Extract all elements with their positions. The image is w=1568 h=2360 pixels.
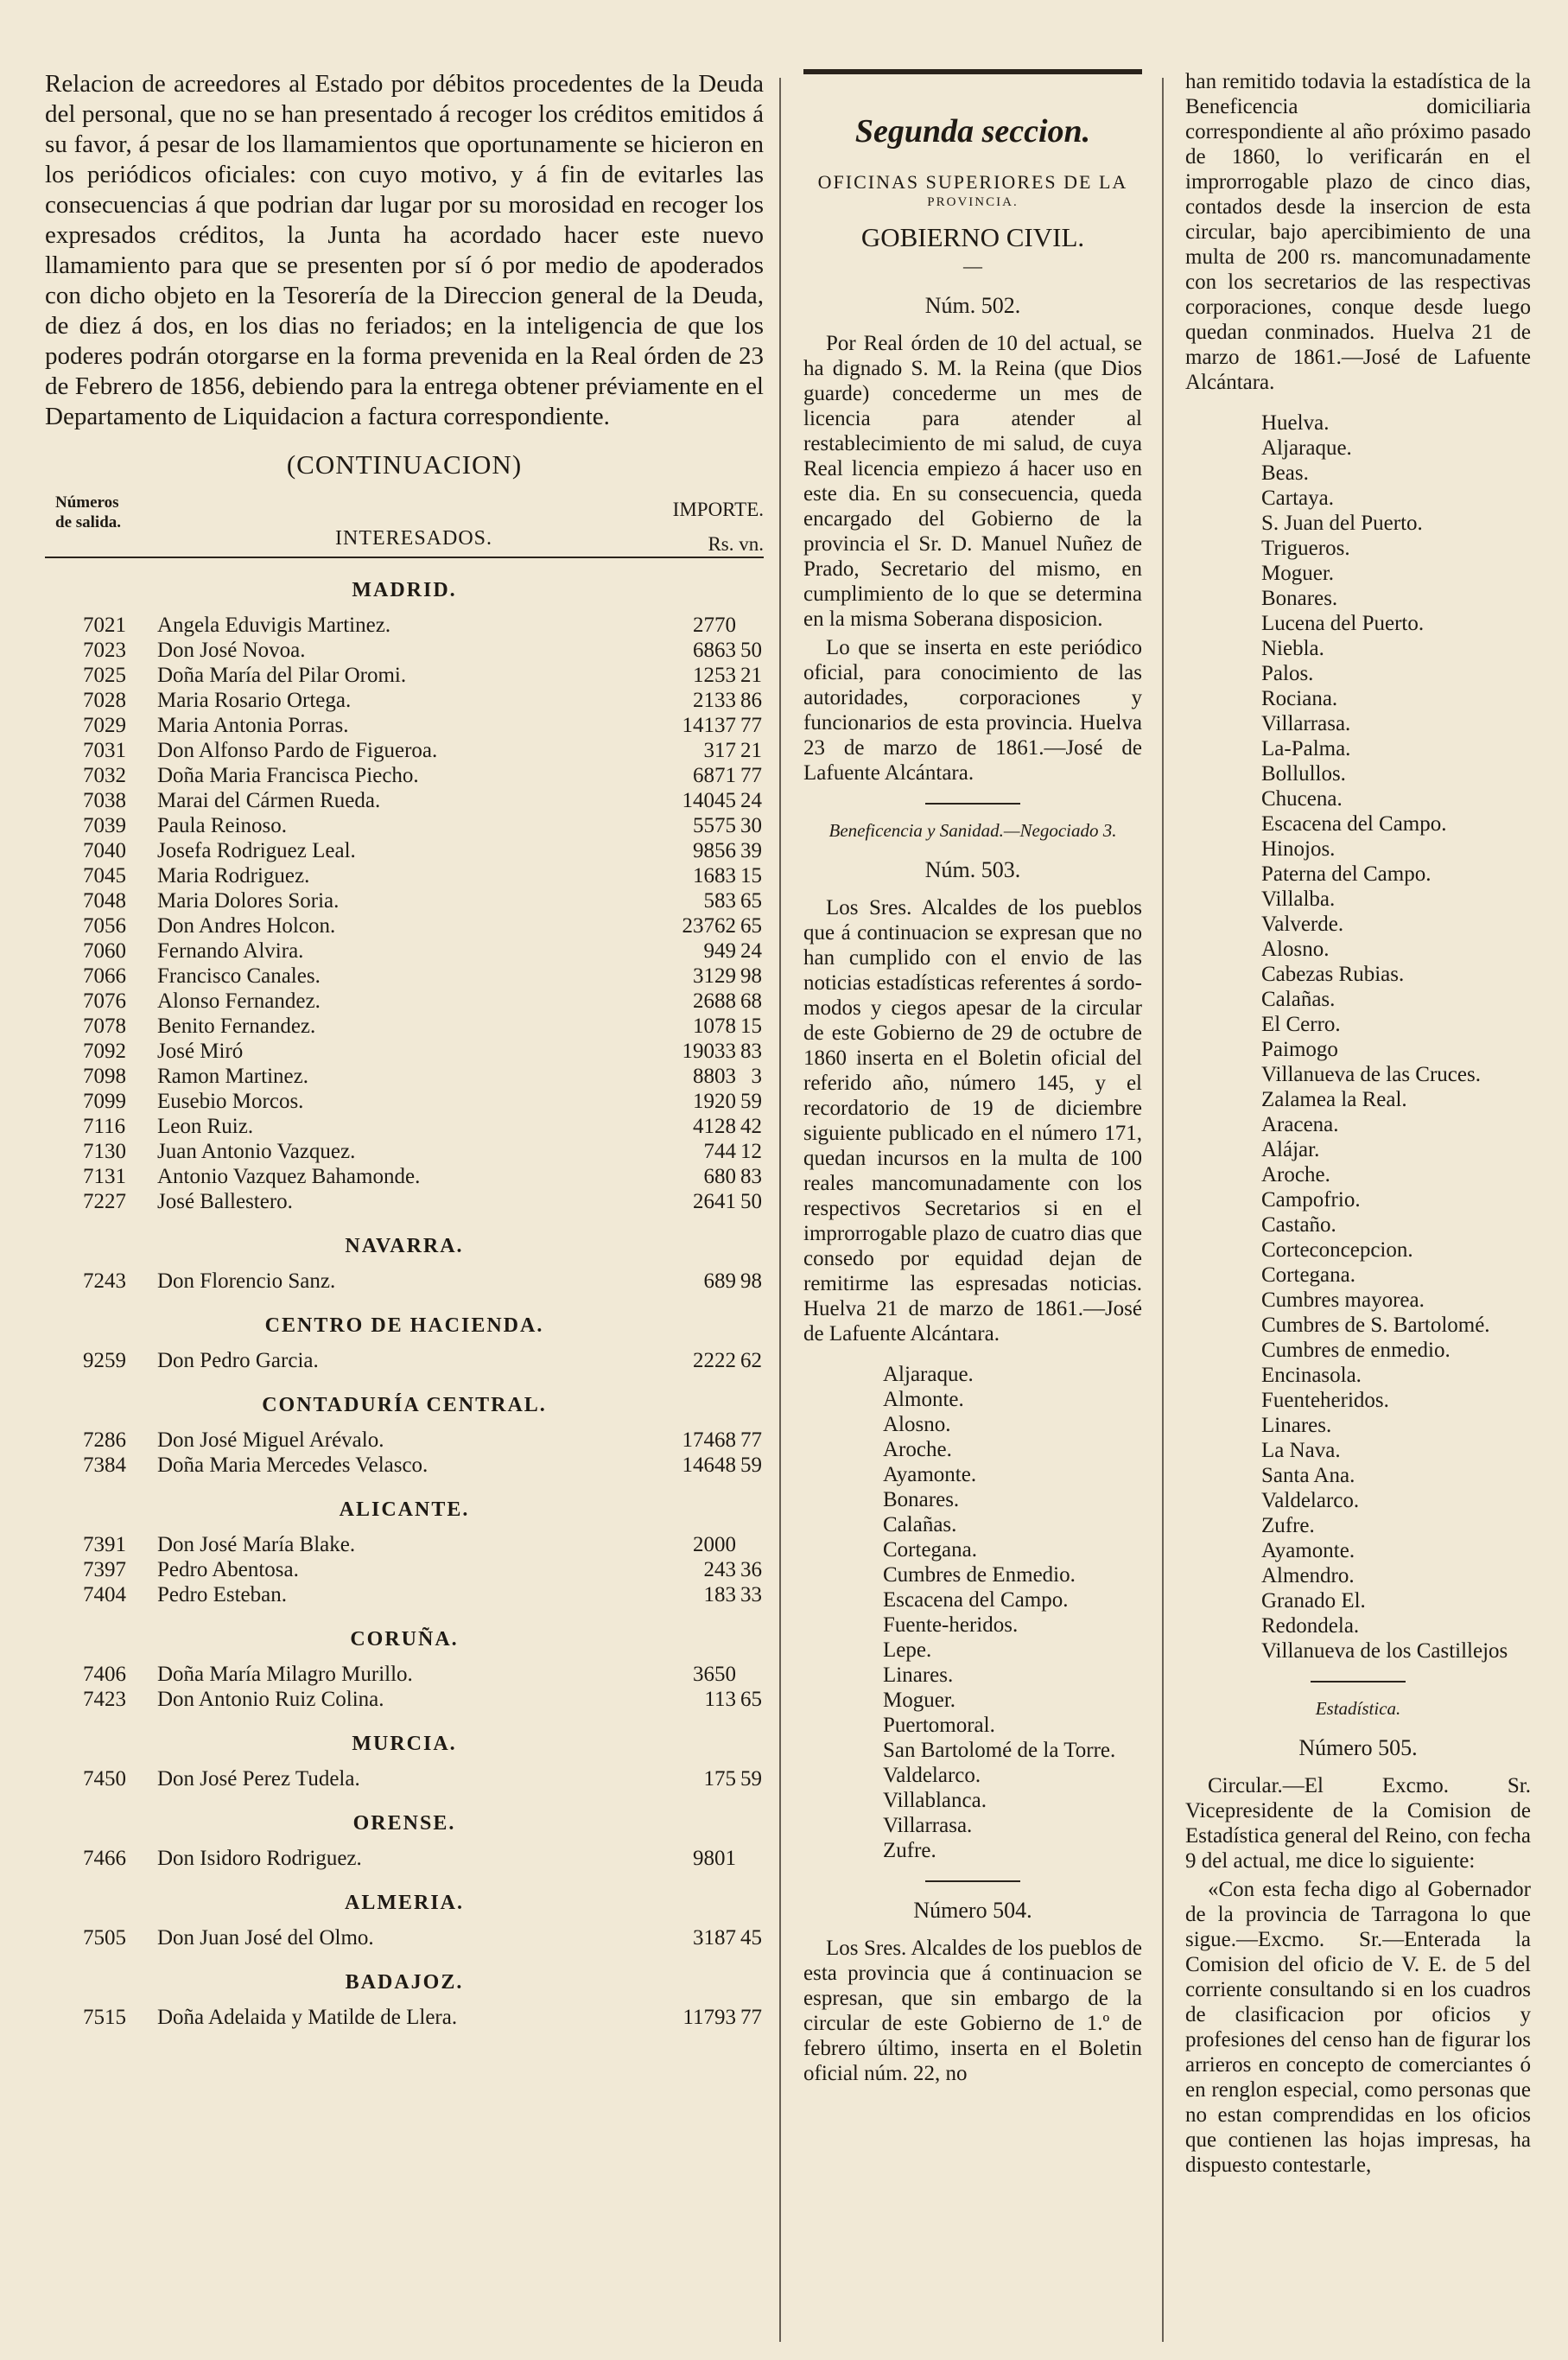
list-item: Aracena. (1261, 1113, 1339, 1136)
list-item: Villarrasa. (883, 1814, 973, 1837)
table-row (45, 863, 764, 888)
list-item: Cabezas Rubias. (1261, 963, 1405, 986)
list-item: Bonares. (883, 1488, 960, 1511)
amount-cents: 24 (740, 789, 762, 812)
amount-reales: 689 (703, 1269, 736, 1293)
notice-503-number: Núm. 503. (924, 857, 1021, 882)
creditor-name: Doña Maria Mercedes Velasco. (157, 1454, 429, 1477)
amount-reales: 744 (703, 1140, 736, 1163)
exit-number: 7397 (83, 1558, 126, 1581)
creditor-name: Juan Antonio Vazquez. (157, 1140, 356, 1163)
table-row (45, 1662, 764, 1687)
amount-cents: 50 (740, 1190, 762, 1213)
table-row (45, 688, 764, 713)
creditor-name: Don José María Blake. (157, 1533, 356, 1556)
table-row (45, 663, 764, 688)
amount-cents: 33 (740, 1583, 762, 1606)
creditor-name: José Ballestero. (157, 1190, 293, 1213)
table-row (45, 638, 764, 663)
amount-cents: 62 (740, 1349, 762, 1372)
exit-number: 7286 (83, 1428, 126, 1452)
exit-number: 7031 (83, 739, 126, 762)
creditor-name: Josefa Rodriguez Leal. (157, 839, 356, 862)
list-item: Valdelarco. (1261, 1489, 1360, 1512)
table-row (45, 1453, 764, 1478)
exit-number: 7029 (83, 714, 126, 737)
creditor-name: Don Antonio Ruiz Colina. (157, 1688, 384, 1711)
table-row (45, 1064, 764, 1089)
list-item: Aljaraque. (1261, 436, 1352, 460)
divider (1311, 1681, 1406, 1683)
exit-number: 7131 (83, 1165, 126, 1188)
amount-cents: 12 (740, 1140, 762, 1163)
exit-number: 7021 (83, 614, 126, 637)
region-heading: ALICANTE. (339, 1498, 470, 1521)
column-rule (779, 78, 781, 2342)
amount-reales: 680 (703, 1165, 736, 1188)
notice-505-text: Circular.—El Excmo. Sr. Vicepresidente de la Comision de Estadística general del Reino, con fecha 9 del actual, me dice lo siguiente: (1185, 1774, 1531, 1873)
province-heading: PROVINCIA. (927, 195, 1019, 209)
list-item: Lucena del Puerto. (1261, 612, 1425, 635)
third-column (1185, 69, 1531, 2181)
list-item: Almendro. (1261, 1564, 1355, 1587)
list-item: S. Juan del Puerto. (1261, 512, 1423, 535)
exit-number: 7078 (83, 1015, 126, 1038)
list-item: Valdelarco. (883, 1764, 981, 1787)
town-list (803, 1362, 1142, 1863)
amount-cents: 77 (740, 764, 762, 787)
list-item: Chucena. (1261, 787, 1343, 811)
amount-reales: 9801 (693, 1847, 736, 1870)
amount-cents: 68 (740, 989, 762, 1013)
exit-number: 7032 (83, 764, 126, 787)
notice-502-text: Por Real órden de 10 del actual, se ha dignado S. M. la Reina (que Dios guarde) concederme un mes de licencia para atender al restablecimiento de mi salud, de cuya Real licencia empiezo á hacer uso en este dia. En su consecuencia, queda encargado del Gobierno de la provincia el Sr. D. Manuel Nuñez de Prado, Secretario del mismo, en cumplimiento de lo que se determina en la misma Soberana disposicion. (803, 332, 1142, 631)
exit-number: 7025 (83, 664, 126, 687)
creditor-name: Maria Rodriguez. (157, 864, 310, 887)
creditor-name: Francisco Canales. (157, 964, 321, 988)
list-item: Zufre. (1261, 1514, 1315, 1537)
amount-reales: 183 (703, 1583, 736, 1606)
table-row (45, 964, 764, 989)
town-list (1185, 410, 1531, 1663)
list-item: Paimogo (1261, 1038, 1338, 1061)
creditor-name: Don Alfonso Pardo de Figueroa. (157, 739, 438, 762)
creditors-intro: Relacion de acreedores al Estado por débitos procedentes de la Deuda del personal, que no se han presentado á recoger los créditos emitidos á su favor, á pesar de los llamamientos que oportunamente se hicieron en los periódicos oficiales: con cuyo motivo, y á fin de evitarles las consecuencias á que podrian dar lugar por su morosidad en recoger los expresados créditos, la Junta ha acordado hacer este nuevo llamamiento para que se presenten por sí ó por medio de apoderados con dicho objeto en la Tesorería de la Direccion general de la Deuda, de diez á dos, en los dias no feriados; en la inteligencia de que los poderes podrán otorgarse en la forma prevenida en la Real órden de 23 de Febrero de 1856, debiendo para la entrega obtener préviamente en el Departamento de Liquidacion a factura correspondiente. (45, 70, 764, 430)
amount-reales: 11793 (682, 2006, 736, 2029)
exit-number: 7038 (83, 789, 126, 812)
list-item: Villablanca. (883, 1789, 987, 1812)
exit-number: 7130 (83, 1140, 126, 1163)
creditors-column (45, 69, 764, 2030)
amount-cents: 65 (740, 914, 762, 938)
list-item: Alosno. (883, 1413, 951, 1436)
amount-cents: 77 (740, 1428, 762, 1452)
amount-reales: 949 (703, 939, 736, 963)
offices-heading: OFICINAS SUPERIORES DE LA (817, 171, 1128, 193)
amount-cents: 50 (740, 639, 762, 662)
table-row (45, 1114, 764, 1139)
region-heading: CORUÑA. (350, 1628, 459, 1651)
region-heading: ALMERIA. (344, 1892, 464, 1914)
list-item: La Nava. (1261, 1439, 1341, 1462)
table-row (45, 2005, 764, 2030)
list-item: Almonte. (883, 1388, 964, 1411)
notice-505-number: Número 505. (1298, 1735, 1418, 1760)
notice-504-number: Número 504. (913, 1898, 1032, 1923)
amount-reales: 14648 (682, 1454, 736, 1477)
list-item: Campofrio. (1261, 1188, 1361, 1212)
list-item: Ayamonte. (1261, 1539, 1355, 1562)
region-heading: MADRID. (352, 579, 457, 601)
amount-cents: 30 (740, 814, 762, 837)
list-item: Alosno. (1261, 938, 1330, 961)
list-item: Cumbres de enmedio. (1261, 1339, 1451, 1362)
table-row (45, 713, 764, 738)
amount-reales: 14045 (682, 789, 736, 812)
creditor-name: Don José Novoa. (157, 639, 306, 662)
list-item: Huelva. (1261, 411, 1330, 435)
list-item: Escacena del Campo. (1261, 812, 1447, 836)
list-item: Hinojos. (1261, 837, 1336, 861)
exit-number: 7048 (83, 889, 126, 913)
list-item: Cortegana. (883, 1538, 977, 1562)
creditor-name: Don José Miguel Arévalo. (157, 1428, 384, 1452)
table-row (45, 1766, 764, 1791)
amount-reales: 19033 (682, 1040, 736, 1063)
creditor-name: Pedro Abentosa. (157, 1558, 299, 1581)
amount-cents: 65 (740, 889, 762, 913)
exit-number: 7404 (83, 1583, 126, 1606)
creditor-sections (45, 579, 764, 2030)
exit-number: 7023 (83, 639, 126, 662)
amount-reales: 243 (703, 1558, 736, 1581)
exit-number: 7040 (83, 839, 126, 862)
amount-cents: 98 (740, 1269, 762, 1293)
list-item: San Bartolomé de la Torre. (883, 1739, 1116, 1762)
list-item: Niebla. (1261, 637, 1324, 660)
interested-header: INTERESADOS. (335, 527, 493, 550)
list-item: Moguer. (883, 1689, 956, 1712)
list-item: Redondela. (1261, 1614, 1360, 1638)
notice-504-continued: han remitido todavia la estadística de la Beneficencia domiciliaria correspondiente al año próximo pasado de 1860, lo verificarán en el improrrogable plazo de cinco dias, contados desde la insercion de esta circular, bajo apercibimiento de una multa de 200 rs. mancomunadamente con los secretarios de las respectivas corporaciones, conque desde luego quedan conminados. Huelva 21 de marzo de 1861.—José de Lafuente Alcántara. (1185, 70, 1531, 394)
amount-cents: 59 (740, 1090, 762, 1113)
exit-number: 7515 (83, 2006, 126, 2029)
exit-number: 7098 (83, 1065, 126, 1088)
creditor-name: Don Florencio Sanz. (157, 1269, 336, 1293)
list-item: Aroche. (883, 1438, 952, 1461)
section-title: Segunda seccion. (803, 69, 1142, 150)
list-item: Zalamea la Real. (1261, 1088, 1407, 1111)
amount-reales: 9856 (693, 839, 736, 862)
amount-reales: 3187 (693, 1926, 736, 1950)
amount-cents: 83 (740, 1040, 762, 1063)
exit-number: 7092 (83, 1040, 126, 1063)
exit-number: 7466 (83, 1847, 126, 1870)
exit-number: 7060 (83, 939, 126, 963)
table-row (45, 938, 764, 964)
list-item: Cortegana. (1261, 1263, 1355, 1287)
creditor-name: Maria Antonia Porras. (157, 714, 349, 737)
creditor-name: Maria Rosario Ortega. (157, 689, 352, 712)
list-item: Zufre. (883, 1839, 936, 1862)
notice-504-text: Los Sres. Alcaldes de los pueblos de esta provincia que á continuacion se espresan, que sin embargo de la circular de este Gobierno de 1.º de febrero último, inserta en el Boletin oficial núm. 22, no (803, 1937, 1142, 2085)
exit-number: 7099 (83, 1090, 126, 1113)
amount-reales: 23762 (682, 914, 736, 938)
amount-reales: 6871 (693, 764, 736, 787)
amount-cents: 42 (740, 1115, 762, 1138)
amount-reales: 5575 (693, 814, 736, 837)
list-item: Encinasola. (1261, 1364, 1362, 1387)
exit-number: 7116 (83, 1115, 126, 1138)
table-header (45, 493, 764, 558)
table-row (45, 838, 764, 863)
amount-reales: 1920 (693, 1090, 736, 1113)
exit-number: 9259 (83, 1349, 126, 1372)
region-heading: NAVARRA. (345, 1235, 464, 1257)
amount-cents: 45 (740, 1926, 762, 1950)
amount-cents: 86 (740, 689, 762, 712)
list-item: Rociana. (1261, 687, 1338, 710)
list-item: Villarrasa. (1261, 712, 1351, 735)
list-item: Castaño. (1261, 1213, 1336, 1237)
amount-reales: 3650 (693, 1663, 736, 1686)
amount-reales: 1253 (693, 664, 736, 687)
region-heading: CONTADURÍA CENTRAL. (262, 1394, 547, 1416)
amount-cents: 59 (740, 1767, 762, 1791)
creditor-name: Ramon Martinez. (157, 1065, 308, 1088)
list-item: Escacena del Campo. (883, 1588, 1069, 1612)
amount-reales: 4128 (693, 1115, 736, 1138)
notice-505-text: «Con esta fecha digo al Gobernador de la provincia de Tarragona lo que sigue.—Excmo. Sr.—Enterada la Comision del oficio de V. E. de 5 del corriente consultando si en los cuadros de clasificacion por oficios y profesiones del censo han de figurar los arrieros en concepto de comerciantes ó en renglon especial, como personas que no estan comprendidas en los oficios que contienen las hojas impresas, ha dispuesto contestarle, (1185, 1878, 1531, 2177)
statistics-heading: Estadística. (1315, 1698, 1401, 1719)
civil-government-heading: GOBIERNO CIVIL. (860, 222, 1085, 252)
table-row (45, 1014, 764, 1039)
column-rule (1162, 78, 1164, 2342)
amount-cents: 98 (740, 964, 762, 988)
creditor-name: Benito Fernandez. (157, 1015, 316, 1038)
exit-number: 7045 (83, 864, 126, 887)
exit-number: 7227 (83, 1190, 126, 1213)
exit-number: 7391 (83, 1533, 126, 1556)
amount-reales: 317 (703, 739, 736, 762)
creditor-name: Don Andres Holcon. (157, 914, 336, 938)
amount-reales: 8803 (693, 1065, 736, 1088)
creditor-name: Fernando Alvira. (157, 939, 304, 963)
list-item: Villalba. (1261, 887, 1336, 911)
list-item: Villanueva de las Cruces. (1261, 1063, 1481, 1086)
list-item: La-Palma. (1261, 737, 1351, 760)
table-row (45, 913, 764, 938)
list-item: Linares. (1261, 1414, 1332, 1437)
exit-number: 7406 (83, 1663, 126, 1686)
amount-reales: 2688 (693, 989, 736, 1013)
table-row (45, 1428, 764, 1453)
amount-cents: 36 (740, 1558, 762, 1581)
number-header: Números de salida. (55, 493, 122, 531)
table-row (45, 1846, 764, 1871)
amount-reales: 2770 (693, 614, 736, 637)
list-item: Aroche. (1261, 1163, 1330, 1186)
table-row (45, 1039, 764, 1064)
exit-number: 7039 (83, 814, 126, 837)
exit-number: 7505 (83, 1926, 126, 1950)
table-row (45, 1089, 764, 1114)
table-row (45, 1348, 764, 1373)
list-item: Cumbres mayorea. (1261, 1288, 1425, 1312)
amount-reales: 2641 (693, 1190, 736, 1213)
exit-number: 7450 (83, 1767, 126, 1791)
creditor-name: José Miró (157, 1040, 244, 1063)
list-item: Granado El. (1261, 1589, 1366, 1613)
amount-cents: 21 (740, 664, 762, 687)
amount-reales: 583 (703, 889, 736, 913)
list-item: Villanueva de los Castillejos (1261, 1639, 1508, 1663)
region-heading: MURCIA. (352, 1733, 457, 1755)
amount-cents: 24 (740, 939, 762, 963)
list-item: Alájar. (1261, 1138, 1320, 1161)
table-row (45, 989, 764, 1014)
amount-cents: 39 (740, 839, 762, 862)
creditor-name: Don Juan José del Olmo. (157, 1926, 374, 1950)
creditor-name: Doña Maria Francisca Piecho. (157, 764, 419, 787)
list-item: Bonares. (1261, 587, 1338, 610)
exit-number: 7066 (83, 964, 126, 988)
amount-reales: 113 (704, 1688, 736, 1711)
list-item: Palos. (1261, 662, 1314, 685)
table-row (45, 813, 764, 838)
creditor-name: Eusebio Morcos. (157, 1090, 304, 1113)
list-item: Calañas. (1261, 988, 1336, 1011)
creditor-name: Angela Eduvigis Martinez. (157, 614, 391, 637)
table-row (45, 738, 764, 763)
list-item: Ayamonte. (883, 1463, 977, 1486)
creditor-name: Paula Reinoso. (157, 814, 287, 837)
creditor-name: Pedro Esteban. (157, 1583, 287, 1606)
list-item: Cumbres de Enmedio. (883, 1563, 1076, 1587)
amount-reales: 2133 (693, 689, 736, 712)
list-item: Paterna del Campo. (1261, 862, 1432, 886)
table-row (45, 1557, 764, 1582)
creditor-name: Marai del Cármen Rueda. (157, 789, 381, 812)
list-item: Linares. (883, 1663, 954, 1687)
list-item: Beas. (1261, 461, 1309, 485)
table-row (45, 1532, 764, 1557)
creditor-name: Doña Adelaida y Matilde de Llera. (157, 2006, 458, 2029)
notice-502-text: Lo que se inserta en este periódico oficial, para conocimiento de las autoridades, corporaciones y funcionarios de esta provincia. Huelva 23 de marzo de 1861.—José de Lafuente Alcántara. (803, 636, 1142, 785)
amount-cents: 59 (740, 1454, 762, 1477)
table-row (45, 763, 764, 788)
amount-reales: 2000 (693, 1533, 736, 1556)
amount-cents: 65 (740, 1688, 762, 1711)
amount-header: IMPORTE. Rs. vn. (672, 499, 764, 555)
list-item: Trigueros. (1261, 537, 1350, 560)
table-row (45, 888, 764, 913)
amount-reales: 6863 (693, 639, 736, 662)
amount-cents: 77 (740, 714, 762, 737)
list-item: Lepe. (883, 1638, 932, 1662)
list-item: Cumbres de S. Bartolomé. (1261, 1314, 1490, 1337)
list-item: Valverde. (1261, 913, 1344, 936)
amount-reales: 1078 (693, 1015, 736, 1038)
region-heading: BADAJOZ. (345, 1971, 464, 1994)
table-row (45, 1687, 764, 1712)
beneficence-heading: Beneficencia y Sanidad.—Negociado 3. (828, 820, 1117, 841)
creditor-name: Alonso Fernandez. (157, 989, 321, 1013)
creditor-name: Maria Dolores Soria. (157, 889, 340, 913)
creditor-name: Doña María Milagro Murillo. (157, 1663, 413, 1686)
table-row (45, 1582, 764, 1607)
creditor-name: Don Isidoro Rodriguez. (157, 1847, 362, 1870)
exit-number: 7423 (83, 1688, 126, 1711)
amount-reales: 2222 (693, 1349, 736, 1372)
notice-502-number: Núm. 502. (924, 293, 1021, 318)
amount-cents: 15 (740, 864, 762, 887)
table-row (45, 1164, 764, 1189)
creditor-name: Don Pedro Garcia. (157, 1349, 319, 1372)
list-item: Puertomoral. (883, 1714, 995, 1737)
exit-number: 7056 (83, 914, 126, 938)
creditor-name: Don José Perez Tudela. (157, 1767, 360, 1791)
list-item: Aljaraque. (883, 1363, 974, 1386)
exit-number: 7243 (83, 1269, 126, 1293)
list-item: Santa Ana. (1261, 1464, 1355, 1487)
divider (925, 803, 1020, 805)
table-row (45, 1189, 764, 1214)
continuation-title: (CONTINUACION) (286, 449, 523, 480)
dash-divider: — (963, 255, 982, 277)
list-item: Moguer. (1261, 562, 1335, 585)
list-item: Fuenteheridos. (1261, 1389, 1389, 1412)
amount-reales: 17468 (682, 1428, 736, 1452)
amount-cents: 21 (740, 739, 762, 762)
list-item: Bollullos. (1261, 762, 1346, 786)
exit-number: 7076 (83, 989, 126, 1013)
amount-reales: 14137 (682, 714, 736, 737)
amount-cents: 3 (751, 1065, 762, 1088)
amount-reales: 3129 (693, 964, 736, 988)
exit-number: 7028 (83, 689, 126, 712)
second-section-column (803, 69, 1142, 2090)
creditor-name: Antonio Vazquez Bahamonde. (157, 1165, 421, 1188)
creditor-name: Doña María del Pilar Oromi. (157, 664, 407, 687)
table-row (45, 1269, 764, 1294)
amount-reales: 175 (703, 1767, 736, 1791)
region-heading: CENTRO DE HACIENDA. (264, 1314, 544, 1337)
divider (925, 1880, 1020, 1882)
table-row (45, 1139, 764, 1164)
table-row (45, 613, 764, 638)
list-item: Calañas. (883, 1513, 957, 1536)
table-row (45, 788, 764, 813)
region-heading: ORENSE. (352, 1812, 456, 1835)
list-item: Fuente-heridos. (883, 1613, 1019, 1637)
list-item: Cartaya. (1261, 487, 1334, 510)
creditor-name: Leon Ruiz. (157, 1115, 254, 1138)
exit-number: 7384 (83, 1454, 126, 1477)
amount-cents: 15 (740, 1015, 762, 1038)
notice-503-text: Los Sres. Alcaldes de los pueblos que á continuacion se expresan que no han cumplido con el envio de las noticias estadísticas referentes á sordo-modos y ciegos apesar de la circular de este Gobierno de 29 de octubre de 1860 inserta en el Boletin oficial del referido año, número 145, y el recordatorio de 19 de diciembre siguiente publicado en el número 171, quedan incursos en la multa de 100 reales mancomunadamente con los respectivos Secretarios si en el improrrogable plazo de cuatro dias que consedo por equidad dejan de remitirme las espresadas noticias. Huelva 21 de marzo de 1861.—José de Lafuente Alcántara. (803, 896, 1142, 1345)
list-item: Corteconcepcion. (1261, 1238, 1413, 1262)
amount-reales: 1683 (693, 864, 736, 887)
list-item: El Cerro. (1261, 1013, 1341, 1036)
amount-cents: 77 (740, 2006, 762, 2029)
table-row (45, 1925, 764, 1950)
amount-cents: 83 (740, 1165, 762, 1188)
